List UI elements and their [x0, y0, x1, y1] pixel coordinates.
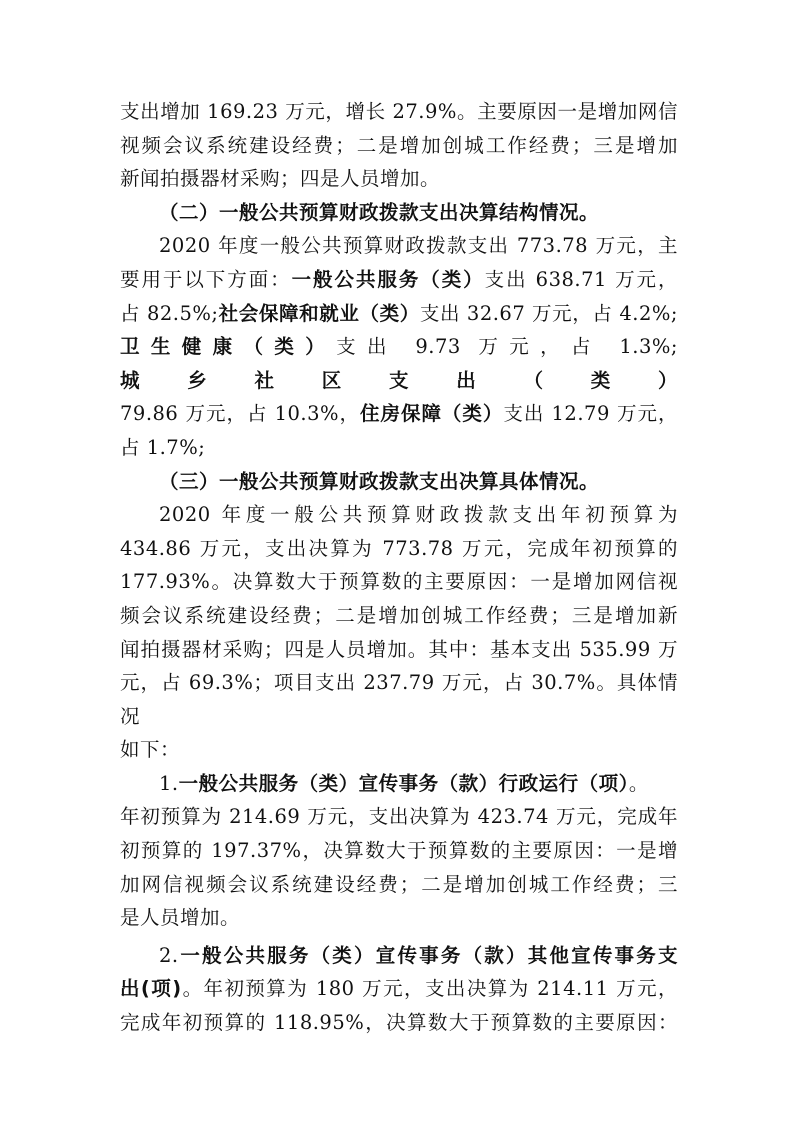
text-span: 占 82.5%;: [120, 301, 219, 325]
text-span: 支出 638.71 万元，: [484, 267, 678, 291]
paragraph-expense-details: [120, 498, 678, 767]
section-heading-2: （二）一般公共预算财政拨款支出决算结构情况。: [159, 200, 600, 224]
item-number: 2.: [159, 943, 179, 967]
category-label: 一般公共服务（类）: [291, 267, 485, 291]
text-span: 79.86 万元，占 10.3%，: [120, 402, 361, 426]
text-line: [120, 767, 678, 801]
section-heading-3: （三）一般公共预算财政拨款支出决算具体情况。: [159, 469, 600, 493]
text-line: [120, 297, 678, 331]
text-line: 2020 年度一般公共预算财政拨款支出年初预算为: [159, 503, 678, 527]
text-line: 占 1.7%;: [120, 435, 206, 459]
text-line: 如下：: [120, 738, 181, 762]
paragraph-item-1: [120, 767, 678, 935]
item-title: 出(项): [120, 977, 182, 1001]
text-line: 加网信视频会议系统建设经费；二是增加创城工作经费；三: [120, 872, 678, 896]
text-line: 频会议系统建设经费；二是增加创城工作经费；三是增加新: [120, 603, 678, 627]
text-span: 支出 12.79 万元，: [503, 402, 678, 426]
item-number: 1.: [159, 771, 179, 795]
paragraph-expense-increase: [120, 95, 678, 196]
text-span: 支出 9.73 万元，占 1.3%;: [336, 335, 678, 359]
text-line: 初预算的 197.37%，决算数大于预算数的主要原因：一是增: [120, 839, 678, 863]
text-span: 。: [628, 771, 649, 795]
text-span: 支出 32.67 万元，占 4.2%;: [419, 301, 678, 325]
text-line: 完成年初预算的 118.95%，决算数大于预算数的主要原因：: [120, 1011, 678, 1035]
text-span: 要用于以下方面：: [120, 267, 292, 291]
item-title: 一般公共服务（类）宣传事务（款）行政运行（项）: [178, 771, 629, 795]
document-page: [120, 95, 678, 1040]
text-line: [120, 397, 678, 431]
text-line: 视频会议系统建设经费；二是增加创城工作经费；三是增加: [120, 133, 678, 157]
text-line: 新闻拍摄器材采购；四是人员增加。: [120, 167, 441, 191]
text-line: 闻拍摄器材采购；四是人员增加。其中：基本支出 535.99 万: [120, 637, 678, 661]
text-line: 是人员增加。: [120, 906, 241, 930]
text-line: [120, 972, 678, 1006]
category-label: 卫生健康（类）: [120, 335, 337, 359]
text-span: 。年初预算为 180 万元，支出决算为 214.11 万元，: [181, 977, 679, 1001]
text-line: [120, 263, 678, 297]
item-title: 一般公共服务（类）宣传事务（款）其他宣传事务支: [178, 943, 678, 967]
text-line: 支出增加 169.23 万元，增长 27.9%。主要原因一是增加网信: [120, 100, 678, 123]
paragraph-item-2: [120, 939, 678, 1040]
text-line: 年初预算为 214.69 万元，支出决算为 423.74 万元，完成年: [120, 805, 678, 829]
text-line: 元，占 69.3%；项目支出 237.79 万元，占 30.7%。具体情况: [120, 671, 678, 728]
text-line: 2020 年度一般公共预算财政拨款支出 773.78 万元，主: [159, 234, 678, 258]
text-line: [120, 939, 678, 973]
text-line: [120, 330, 678, 397]
text-line: 434.86 万元，支出决算为 773.78 万元，完成年初预算的: [120, 536, 678, 560]
category-label: 城乡社区支出（类）: [120, 368, 678, 392]
category-label: 住房保障（类）: [360, 402, 504, 426]
text-line: 177.93%。决算数大于预算数的主要原因：一是增加网信视: [120, 570, 678, 594]
paragraph-expense-structure: [120, 229, 678, 464]
category-label: 社会保障和就业（类）: [218, 301, 420, 325]
